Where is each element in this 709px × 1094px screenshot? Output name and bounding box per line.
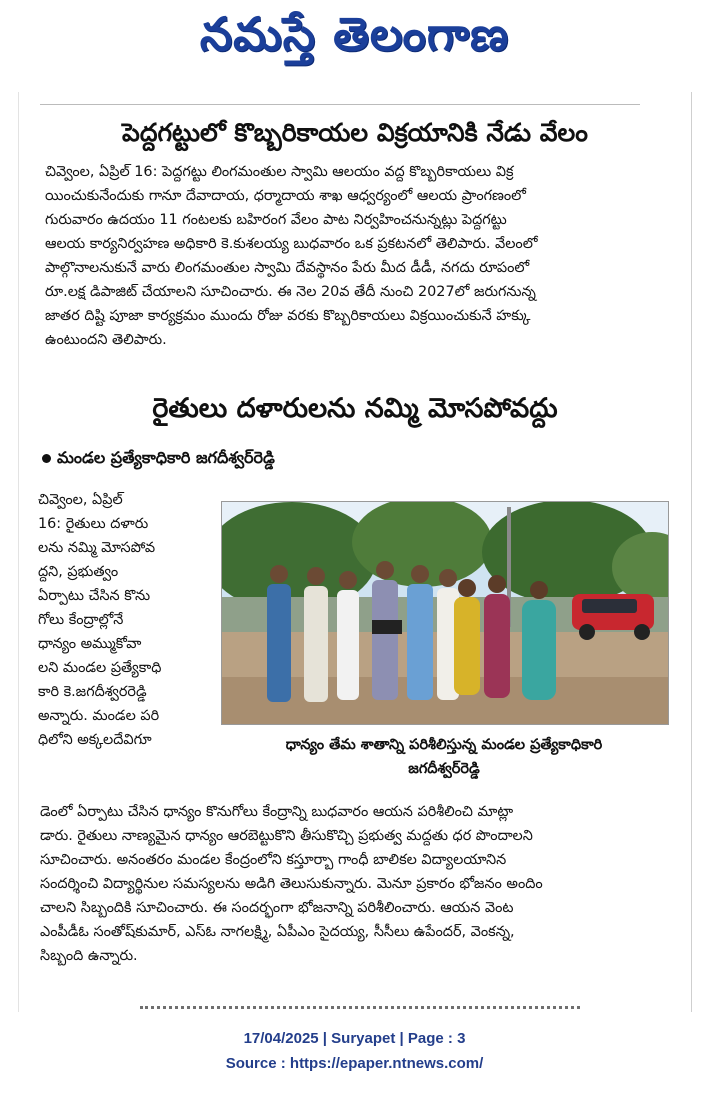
news-photo-illustration: [222, 502, 668, 724]
column-line: ఏర్పాటు చేసిన కొను: [38, 588, 151, 604]
body-line: గురువారం ఉదయం 11 గంటలకు బహిరంగ వేలం పాట నిర్వహించనున్నట్లు పెద్దగట్టు: [45, 212, 507, 228]
article2-body: [40, 800, 675, 968]
column-line: ద్దని, ప్రభుత్వం: [38, 564, 119, 580]
body-line: ఆలయ కార్యనిర్వహణ అధికారి కె.కుశలయ్య బుధవారం ఒక ప్రకటనలో తెలిపారు. వేలంలో: [45, 236, 538, 252]
body-line: చివ్వెంల, ఏప్రిల్ 16: పెద్దగట్టు లింగమంతుల స్వామి ఆలయం వద్ద కొబ్బరికాయలు విక్ర: [45, 164, 514, 180]
body-line: ఎంపీడీఓ సంతోష్‌కుమార్, ఎస్‌ఓ నాగలక్ష్మి, ఏపీఎం సైదయ్య, సీసీలు ఉపేందర్, వెంకన్న,: [40, 924, 515, 940]
column-line: అన్నారు. మండల పరి: [38, 708, 160, 724]
footer-date-edition: 17/04/2025 | Suryapet | Page : 3: [243, 1030, 466, 1047]
article1-headline: పెద్దగట్టులో కొబ్బరికాయల విక్రయానికి నేడు వేలం: [122, 118, 588, 147]
body-line: జాతర దిష్టి పూజా కార్యక్రమం ముందు రోజు వరకు కొబ్బరికాయలు విక్రయించుకునే హక్కు: [45, 308, 531, 324]
masthead-logo: నమస్తే తెలంగాణ: [199, 7, 510, 61]
column-line: లను నమ్మి మోసపోవ: [38, 540, 156, 556]
column-line: చివ్వెంల, ఏప్రిల్: [38, 492, 123, 508]
body-line: యించుకునేందుకు గానూ దేవాదాయ, ధర్మాదాయ శాఖ ఆధ్వర్యంలో ఆలయ ప్రాంగణంలో: [45, 188, 526, 204]
caption-line: జగదీశ్వర్‌రెడ్డి: [408, 761, 480, 777]
subhead-text: మండల ప్రత్యేకాధికారి జగదీశ్వర్‌రెడ్డి: [57, 448, 275, 467]
photo-caption: [221, 733, 667, 781]
column-line: ధిలోని అక్కలదేవిగూ: [38, 732, 152, 748]
clipping-top-edge: [40, 94, 640, 105]
body-line: సూచించారు. అనంతరం మండల కేంద్రంలోని కస్తూర్బా గాంధీ బాలికల విద్యాలయానిన: [40, 852, 507, 868]
column-line: ధాన్యం అమ్ముకోవా: [38, 636, 142, 652]
body-line: డెంలో ఏర్పాటు చేసిన ధాన్యం కొనుగోలు కేంద్రాన్ని బుధవారం ఆయన పరిశీలించి మాట్లా: [40, 804, 514, 820]
column-line: గోలు కేంద్రాల్లోనే: [38, 612, 124, 628]
body-line: చాలని సిబ్బందికి సూచించారు. ఈ సందర్భంగా భోజనాన్ని పరిశీలించారు. ఆయన వెంట: [40, 900, 514, 916]
caption-line: ధాన్యం తేమ శాతాన్ని పరిశీలిస్తున్న మండల ప్రత్యేకాధికారి: [285, 737, 603, 753]
body-line: డారు. రైతులు నాణ్యమైన ధాన్యం ఆరబెట్టుకొని తీసుకొచ్చి ప్రభుత్వ మద్దతు ధర పొందాలని: [40, 828, 533, 844]
body-line: సందర్శించి విద్యార్థినుల సమస్యలను అడిగి తెలుసుకున్నారు. మెనూ ప్రకారం భోజనం అందిం: [40, 876, 543, 892]
column-line: కారి కె.జగదీశ్వరరెడ్డి: [38, 684, 147, 700]
article2-subhead: [42, 448, 275, 471]
body-line: ఉంటుందని తెలిపారు.: [45, 332, 167, 348]
article2-column: [38, 488, 216, 752]
column-line: 16: రైతులు దళారు: [38, 516, 149, 532]
bullet-icon: [42, 454, 51, 463]
news-photo: [221, 501, 669, 725]
clipping-bottom-edge: [140, 1006, 580, 1019]
body-line: రూ.లక్ష డిపాజిట్ చేయాలని సూచించారు. ఈ నెల 20వ తేదీ నుంచి 2027లో జరుగనున్న: [45, 284, 536, 300]
body-line: సిబ్బంది ఉన్నారు.: [40, 948, 138, 964]
body-line: పాల్గొనాలనుకునే వారు లింగమంతుల స్వామి దేవస్థానం పేరు మీద డీడీ, నగదు రూపంలో: [45, 260, 530, 276]
footer-source: Source : https://epaper.ntnews.com/: [225, 1055, 484, 1072]
article2-headline: రైతులు దళారులను నమ్మి మోసపోవద్దు: [152, 393, 558, 424]
column-line: లని మండల ప్రత్యేకాధి: [38, 660, 162, 676]
article1-body: [45, 160, 675, 352]
